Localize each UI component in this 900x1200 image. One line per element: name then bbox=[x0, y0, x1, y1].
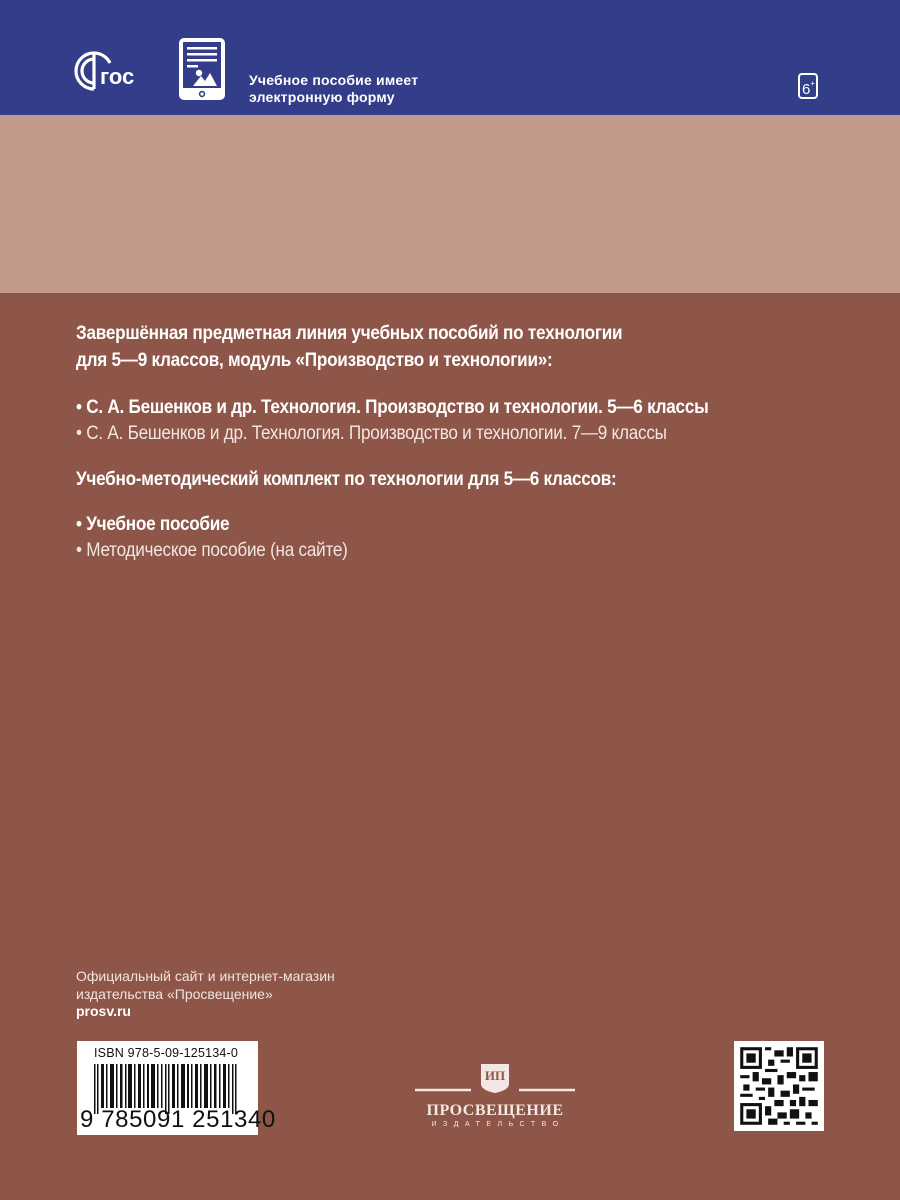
series-item-5-6: • С. А. Бешенков и др. Технология. Производство и технологии. 5—6 классы bbox=[76, 396, 709, 418]
qr-code[interactable] bbox=[734, 1041, 824, 1131]
isbn-number: ISBN 978-5-09-125134-0 bbox=[94, 1046, 239, 1060]
qr-code-icon bbox=[734, 1041, 824, 1131]
electronic-form-notice bbox=[249, 72, 418, 106]
site-line-1: Официальный сайт и интернет-магазин bbox=[76, 968, 335, 984]
series-heading-line-2: для 5—9 классов, модуль «Производство и технологии»: bbox=[76, 349, 553, 371]
publisher-subtitle: ИЗДАТЕЛЬСТВО bbox=[431, 1121, 565, 1128]
series-section bbox=[76, 320, 697, 374]
prosveshchenie-emblem-icon bbox=[415, 1058, 575, 1094]
ean-digits: 9 785091 251340 bbox=[80, 1106, 276, 1133]
age-rating-badge: 6+ bbox=[798, 73, 818, 99]
site-url-link[interactable]: prosv.ru bbox=[76, 1003, 131, 1019]
series-item-7-9: • С. А. Бешенков и др. Технология. Производство и технологии. 7—9 классы bbox=[76, 422, 667, 444]
svg-text:ИП: ИП bbox=[484, 1068, 506, 1083]
publisher-name: ПРОСВЕЩЕНИЕ bbox=[426, 1102, 564, 1119]
svg-text:гос: гос bbox=[100, 64, 135, 89]
fgos-logo-icon bbox=[72, 49, 152, 93]
series-heading-line-1: Завершённая предметная линия учебных пособий по технологии bbox=[76, 322, 623, 344]
publisher-logo bbox=[415, 1058, 575, 1128]
official-site-info bbox=[76, 968, 335, 1021]
series-list bbox=[76, 394, 795, 446]
kit-item-textbook: • Учебное пособие bbox=[76, 513, 230, 535]
ebook-line-2: электронную форму bbox=[249, 89, 395, 105]
tan-band bbox=[0, 115, 900, 293]
cover-header-band bbox=[0, 0, 900, 115]
tablet-ebook-icon bbox=[177, 36, 227, 102]
kit-section bbox=[76, 466, 690, 493]
kit-heading: Учебно-методический комплект по технологии для 5—6 классов: bbox=[76, 468, 617, 490]
isbn-barcode bbox=[77, 1041, 276, 1135]
ebook-line-1: Учебное пособие имеет bbox=[249, 72, 419, 88]
kit-list bbox=[76, 511, 385, 563]
site-line-2: издательства «Просвещение» bbox=[76, 985, 273, 1002]
kit-item-methodical: • Методическое пособие (на сайте) bbox=[76, 539, 348, 561]
